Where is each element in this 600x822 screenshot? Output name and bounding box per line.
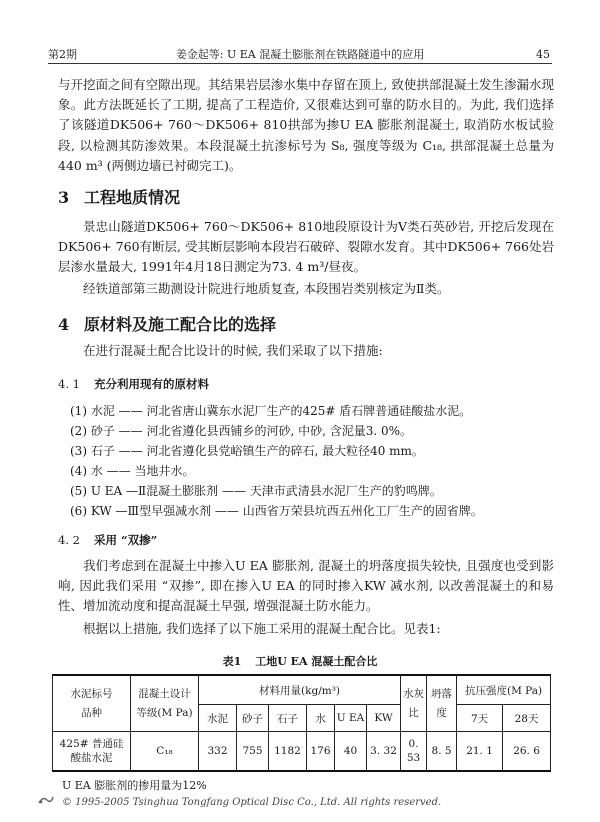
- subsection-4-2-paragraph-1: 我们考虑到在混凝土中掺入U EA 膨胀剂, 混凝土的坍落度损失较快, 且强度也受到影响, 因此我们采用 “双掺”, 即在掺入U EA 的同时掺入KW 减水剂, 以改善混凝土的和易性、增加流动度和提高混凝土早强, 增强混凝土防水能力。: [58, 558, 554, 614]
- cell-sand: 755: [237, 732, 269, 772]
- cell-28-day: 26. 6: [503, 732, 551, 772]
- section-4-title: 原材料及施工配合比的选择: [84, 315, 277, 334]
- col-gravel: 石子: [269, 705, 307, 732]
- cell-uea: 40: [335, 732, 367, 772]
- list-item: (5) U EA —Ⅱ混凝土膨胀剂 —— 天津市武清县水泥厂生产的豹鸣牌。: [70, 484, 442, 498]
- materials-list: [70, 401, 550, 521]
- col-wc-ratio: 水灰 比: [401, 675, 427, 732]
- list-item: (1) 水泥 —— 河北省唐山冀东水泥厂生产的425# 盾石牌普通硅酸盐水泥。: [70, 404, 472, 418]
- section-3-heading: [58, 187, 180, 209]
- subsection-4-2-paragraph-2: 根据以上措施, 我们选择了以下施工采用的混凝土配合比。见表1:: [83, 621, 441, 636]
- publisher-logo-icon: [38, 795, 58, 810]
- copyright-footer: [38, 795, 441, 810]
- section-3-title: 工程地质情况: [84, 188, 181, 207]
- table-title: 工地U EA 混凝土配合比: [255, 655, 378, 668]
- running-title: 姜金起等: U EA 混凝土膨胀剂在铁路隧道中的应用: [175, 48, 425, 61]
- col-materials: 材料用量(kg/m³): [199, 675, 401, 705]
- mix-proportion-table: [52, 674, 551, 772]
- subsection-4-2-title: 采用 “双掺”: [94, 533, 158, 547]
- col-28-day: 28天: [503, 705, 551, 732]
- section-4-intro: 在进行混凝土配合比设计的时候, 我们采取了以下措施:: [83, 343, 383, 358]
- subsection-4-1-title: 充分利用现有的原材料: [94, 377, 209, 391]
- col-strength: 抗压强度(M Pa): [457, 675, 551, 705]
- col-uea: U EA: [335, 705, 367, 732]
- section-3-paragraph-2: 经铁道部第三勘测设计院进行地质复查, 本段围岩类别核定为Ⅱ类。: [83, 281, 450, 296]
- section-3-paragraph-1: 景忠山隧道DK506+ 760～DK506+ 810地段原设计为V类石英砂岩, 开挖后发现在DK506+ 760有断层, 受其断层影响本段岩石破碎、裂隙水发育。其中DK506+ 766处岩层渗水量最大, 1991年4月18日测定为73. 4 m³/昼夜。: [58, 219, 554, 275]
- cell-grade: C₁₈: [131, 732, 199, 772]
- col-kw: KW: [367, 705, 401, 732]
- col-sand: 砂子: [237, 705, 269, 732]
- col-water: 水: [307, 705, 335, 732]
- col-grade: 混凝土设计 等级(M Pa): [131, 675, 199, 732]
- table-header-row: [53, 675, 551, 705]
- copyright-text: © 1995-2005 Tsinghua Tongfang Optical Disc Co., Ltd. All rights reserved.: [62, 797, 442, 808]
- table-label: 表1: [222, 655, 242, 668]
- subsection-4-1-number: 4. 1: [58, 377, 80, 391]
- section-4-heading: [58, 314, 276, 336]
- col-cement-amount: 水泥: [199, 705, 237, 732]
- cell-wc-ratio: 0. 53: [401, 732, 427, 772]
- table-row: [53, 732, 551, 772]
- issue-label: 第2期: [48, 48, 77, 61]
- cell-cement: 425# 普通硅 酸盐水泥: [53, 732, 131, 772]
- section-4-number: 4: [58, 315, 70, 334]
- col-cement: 水泥标号 品种: [53, 675, 131, 732]
- table-caption: [0, 654, 600, 670]
- page-number: 45: [536, 48, 550, 61]
- col-slump: 坍落 度: [427, 675, 457, 732]
- subsection-4-2-number: 4. 2: [58, 533, 80, 547]
- subsection-4-1-heading: [58, 376, 209, 392]
- cell-cement-amount: 332: [199, 732, 237, 772]
- col-7-day: 7天: [457, 705, 503, 732]
- cell-7-day: 21. 1: [457, 732, 503, 772]
- cell-slump: 8. 5: [427, 732, 457, 772]
- list-item: (6) KW —Ⅲ型早强减水剂 —— 山西省万荣县坑西五州化工厂生产的固省牌。: [70, 504, 483, 518]
- intro-paragraph: 与开挖面之间有空隙出现。其结果岩层渗水集中存留在顶上, 致使拱部混凝土发生渗漏水现象。此方法既延长了工期, 提高了工程造价, 又很难达到可靠的防水目的。为此, 我们选择了该隧道DK506+ 760～DK506+ 810拱部为掺U EA 膨胀剂混凝土, 取消防水板试验段, 以检测其防渗效果。本段混凝土抗渗标号为 S₈, 强度等级为 C₁₈, 拱部混凝土总量为440 m³ (两侧边墙已衬砌完工)。: [58, 77, 554, 173]
- running-header: [48, 47, 552, 64]
- list-item: (2) 砂子 —— 河北省遵化县西铺乡的河砂, 中砂, 含泥量3. 0%。: [70, 424, 413, 438]
- cell-kw: 3. 32: [367, 732, 401, 772]
- cell-water: 176: [307, 732, 335, 772]
- list-item: (3) 石子 —— 河北省遵化县党峪镇生产的碎石, 最大粒径40 mm。: [70, 444, 424, 458]
- list-item: (4) 水 —— 当地井水。: [70, 464, 195, 478]
- cell-gravel: 1182: [269, 732, 307, 772]
- subsection-4-2-heading: [58, 532, 157, 548]
- section-3-number: 3: [58, 188, 70, 207]
- table-note: U EA 膨胀剂的掺用量为12%: [62, 779, 207, 792]
